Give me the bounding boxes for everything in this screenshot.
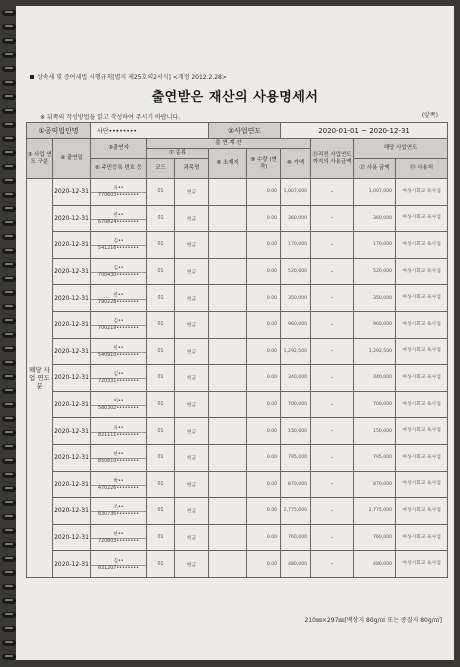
asset-value: 340,000 [281, 365, 311, 392]
binding-ring [2, 94, 16, 100]
asset-code: 01 [147, 258, 175, 285]
contribution-date: 2020-12-31 [53, 205, 91, 232]
binding-ring [2, 528, 16, 534]
binding-ring [2, 570, 16, 576]
used-amount: 360,000 [354, 205, 396, 232]
contributor-id: 700219•••••••• [98, 326, 139, 332]
asset-kind: 현금 [175, 471, 209, 498]
asset-code: 01 [147, 365, 175, 392]
asset-quantity: 0.00 [247, 524, 281, 551]
prior-used-amount: – [311, 205, 354, 232]
contributor-name: 박•• [91, 478, 146, 486]
contributor-cell [91, 258, 147, 285]
contributor-name: 유•• [91, 425, 146, 433]
col-prior-used-header: ⑪직전 사업연도 까지의 사용금액 [311, 139, 354, 179]
asset-quantity: 0.00 [247, 258, 281, 285]
document-title: 출연받은 재산의 사용명세서 [151, 90, 319, 105]
asset-quantity: 0.00 [247, 179, 281, 206]
binding-ring [2, 10, 16, 16]
col-quantity-header: ⑨ 수량 (면적) [247, 149, 281, 179]
asset-value: 760,000 [281, 524, 311, 551]
asset-quantity: 0.00 [247, 391, 281, 418]
contributor-id: 700430•••••••• [98, 273, 139, 279]
period-cell: 해당 사업 연도분 [27, 179, 53, 578]
contributor-name: 이•• [91, 398, 146, 406]
asset-kind: 현금 [175, 258, 209, 285]
contributor-name: 김•• [91, 318, 146, 326]
asset-kind: 현금 [175, 551, 209, 578]
asset-value: 480,000 [281, 551, 311, 578]
asset-value: 170,000 [281, 232, 311, 259]
binding-ring [2, 514, 16, 520]
asset-kind: 현금 [175, 391, 209, 418]
binding-ring [2, 584, 16, 590]
asset-location [209, 391, 247, 418]
asset-location [209, 258, 247, 285]
binding-ring [2, 38, 16, 44]
binding-ring [2, 220, 16, 226]
binding-ring [2, 276, 16, 282]
contribution-date: 2020-12-31 [53, 311, 91, 338]
use-place: 여성시회교 육사업 [396, 471, 448, 498]
use-place: 여성시회교 육사업 [396, 258, 448, 285]
contributor-id: 580302•••••••• [98, 406, 139, 412]
asset-quantity: 0.00 [247, 471, 281, 498]
binding-ring [2, 122, 16, 128]
contributor-name: 한•• [91, 451, 146, 459]
binding-ring [2, 150, 16, 156]
asset-value: 1,007,000 [281, 179, 311, 206]
prior-used-amount: – [311, 444, 354, 471]
asset-value: 870,000 [281, 471, 311, 498]
table-row [27, 205, 448, 232]
asset-quantity: 0.00 [247, 498, 281, 525]
used-amount: 350,000 [354, 285, 396, 312]
asset-kind: 현금 [175, 444, 209, 471]
use-place: 여성시회교 육사업 [396, 338, 448, 365]
table-row [27, 285, 448, 312]
fiscal-year-value: 2020-01-01 ~ 2020-12-31 [281, 123, 448, 139]
binding-ring [2, 472, 16, 478]
table-row [27, 338, 448, 365]
contributor-cell [91, 205, 147, 232]
asset-kind: 현금 [175, 205, 209, 232]
asset-code: 01 [147, 524, 175, 551]
prior-used-amount: – [311, 551, 354, 578]
asset-quantity: 0.00 [247, 338, 281, 365]
asset-kind: 현금 [175, 285, 209, 312]
contributor-id: 541216•••••••• [98, 246, 139, 252]
used-amount: 170,000 [354, 232, 396, 259]
contribution-date: 2020-12-31 [53, 258, 91, 285]
asset-location [209, 285, 247, 312]
used-amount: 2,775,000 [354, 498, 396, 525]
binding-ring [2, 486, 16, 492]
binding-ring [2, 178, 16, 184]
col-id-header: ⑥ 주민등록 번호 등 [91, 159, 147, 179]
asset-quantity: 0.00 [247, 285, 281, 312]
table-row [27, 498, 448, 525]
contribution-date: 2020-12-31 [53, 524, 91, 551]
prior-used-amount: – [311, 232, 354, 259]
use-place: 여성시회교 육사업 [396, 232, 448, 259]
binding-ring [2, 206, 16, 212]
binding-ring [2, 598, 16, 604]
binding-ring [2, 388, 16, 394]
asset-quantity: 0.00 [247, 232, 281, 259]
asset-value: 795,000 [281, 444, 311, 471]
use-place: 여성시회교 육사업 [396, 498, 448, 525]
use-place: 여성시회교 육사업 [396, 179, 448, 206]
prior-used-amount: – [311, 311, 354, 338]
contributor-id: 850810•••••••• [98, 459, 139, 465]
contributor-id: 770603•••••••• [98, 193, 139, 199]
asset-location [209, 338, 247, 365]
binding-ring [2, 612, 16, 618]
binding-ring [2, 654, 16, 660]
asset-location [209, 205, 247, 232]
contributor-id: 720803•••••••• [98, 539, 139, 545]
binding-ring [2, 234, 16, 240]
contribution-date: 2020-12-31 [53, 365, 91, 392]
paper-spec-footer: 210㎜×297㎜[백상지 80g/㎡ 또는 중질지 80g/㎡] [304, 617, 442, 624]
used-amount: 480,000 [354, 551, 396, 578]
contributor-cell [91, 232, 147, 259]
asset-code: 01 [147, 311, 175, 338]
bullet-square-icon [30, 75, 34, 79]
document-page [16, 6, 454, 660]
binding-ring [2, 444, 16, 450]
asset-kind: 현금 [175, 232, 209, 259]
contribution-date: 2020-12-31 [53, 338, 91, 365]
contributor-cell [91, 365, 147, 392]
instruction-note: ※ 뒤쪽의 작성방법을 읽고 작성하여 주시기 바랍니다. [40, 114, 181, 121]
asset-location [209, 365, 247, 392]
binding-ring [2, 318, 16, 324]
table-row [27, 524, 448, 551]
binding-ring [2, 108, 16, 114]
asset-code: 01 [147, 444, 175, 471]
asset-value: 960,000 [281, 311, 311, 338]
contribution-date: 2020-12-31 [53, 498, 91, 525]
contributor-cell [91, 179, 147, 206]
col-code-header: 코드 [147, 159, 175, 179]
binding-ring [2, 430, 16, 436]
asset-quantity: 0.00 [247, 551, 281, 578]
contributor-id: 720331•••••••• [98, 379, 139, 385]
binding-ring [2, 262, 16, 268]
col-period-header: ③ 사업 연도 구분 [27, 139, 53, 179]
contributor-name: 조•• [91, 504, 146, 512]
contribution-date: 2020-12-31 [53, 285, 91, 312]
contributor-cell [91, 338, 147, 365]
asset-code: 01 [147, 391, 175, 418]
col-date-header: ④ 출연일 [53, 139, 91, 179]
use-place: 여성시회교 육사업 [396, 418, 448, 445]
table-row [27, 311, 448, 338]
table-row [27, 365, 448, 392]
asset-location [209, 444, 247, 471]
prior-used-amount: – [311, 258, 354, 285]
asset-quantity: 0.00 [247, 205, 281, 232]
asset-code: 01 [147, 418, 175, 445]
binding-ring [2, 332, 16, 338]
contribution-date: 2020-12-31 [53, 179, 91, 206]
asset-quantity: 0.00 [247, 418, 281, 445]
asset-value: 520,000 [281, 258, 311, 285]
contributor-cell [91, 391, 147, 418]
asset-location [209, 551, 247, 578]
asset-code: 01 [147, 232, 175, 259]
asset-location [209, 498, 247, 525]
asset-quantity: 0.00 [247, 365, 281, 392]
contributor-name: 유•• [91, 185, 146, 193]
use-place: 여성시회교 육사업 [396, 365, 448, 392]
used-amount: 960,000 [354, 311, 396, 338]
use-place: 여성시회교 육사업 [396, 524, 448, 551]
contributor-name: 한•• [91, 292, 146, 300]
contributor-cell [91, 444, 147, 471]
prior-used-amount: – [311, 498, 354, 525]
usage-statement-table [26, 122, 448, 578]
asset-code: 01 [147, 471, 175, 498]
binding-ring [2, 416, 16, 422]
asset-location [209, 311, 247, 338]
asset-code: 01 [147, 338, 175, 365]
binding-ring [2, 360, 16, 366]
prior-used-amount: – [311, 179, 354, 206]
col-kind-name-header: 과목명 [175, 159, 209, 179]
used-amount: 520,000 [354, 258, 396, 285]
prior-used-amount: – [311, 285, 354, 312]
col-current-year-header: 해당 사업연도 [354, 139, 448, 159]
used-amount: 700,000 [354, 391, 396, 418]
asset-value: 2,775,000 [281, 498, 311, 525]
asset-kind: 현금 [175, 311, 209, 338]
asset-location [209, 232, 247, 259]
col-use-place-header: ⑬ 사용처 [396, 159, 448, 179]
page-side-label: (앞쪽) [421, 112, 438, 119]
binding-ring [2, 556, 16, 562]
contributor-cell [91, 285, 147, 312]
contribution-date: 2020-12-31 [53, 551, 91, 578]
contribution-date: 2020-12-31 [53, 444, 91, 471]
binding-ring [2, 304, 16, 310]
prior-used-amount: – [311, 471, 354, 498]
binding-ring [2, 626, 16, 632]
asset-location [209, 179, 247, 206]
prior-used-amount: – [311, 338, 354, 365]
contributor-name: 김•• [91, 265, 146, 273]
contribution-date: 2020-12-31 [53, 471, 91, 498]
prior-used-amount: – [311, 391, 354, 418]
asset-kind: 현금 [175, 524, 209, 551]
used-amount: 150,000 [354, 418, 396, 445]
use-place: 여성시회교 육사업 [396, 444, 448, 471]
used-amount: 1,292,500 [354, 338, 396, 365]
col-used-amount-header: ⑫ 사용 금액 [354, 159, 396, 179]
asset-value: 700,000 [281, 391, 311, 418]
form-table-wrap [26, 122, 448, 578]
form-reference-text: 상속세 및 증여세법 시행규칙[별지 제25호의2서식] <개정 2012.2.28> [37, 74, 227, 81]
table-row [27, 551, 448, 578]
binding-ring [2, 458, 16, 464]
asset-code: 01 [147, 285, 175, 312]
asset-code: 01 [147, 205, 175, 232]
use-place: 여성시회교 육사업 [396, 311, 448, 338]
corp-name-value: 사단•••••••• [91, 123, 209, 139]
binding-ring [2, 66, 16, 72]
contributor-name: 김•• [91, 558, 146, 566]
use-place: 여성시회교 육사업 [396, 285, 448, 312]
table-row [27, 471, 448, 498]
binding-ring [2, 374, 16, 380]
contributor-cell [91, 498, 147, 525]
binding-ring [2, 80, 16, 86]
contributor-cell [91, 418, 147, 445]
asset-kind: 현금 [175, 179, 209, 206]
table-row [27, 232, 448, 259]
asset-kind: 현금 [175, 418, 209, 445]
asset-value: 360,000 [281, 205, 311, 232]
corp-name-label: ①공익법인명 [27, 123, 91, 139]
contribution-date: 2020-12-31 [53, 418, 91, 445]
binding-ring [2, 24, 16, 30]
use-place: 여성시회교 육사업 [396, 551, 448, 578]
contributor-cell [91, 471, 147, 498]
contributor-name: 김•• [91, 238, 146, 246]
form-reference [30, 72, 227, 81]
prior-used-amount: – [311, 524, 354, 551]
contributor-cell [91, 551, 147, 578]
table-row [27, 258, 448, 285]
binding-ring [2, 290, 16, 296]
contributor-id: 821111•••••••• [98, 432, 139, 438]
asset-value: 350,000 [281, 285, 311, 312]
use-place: 여성시회교 육사업 [396, 205, 448, 232]
contributor-id: 540910•••••••• [98, 352, 139, 358]
asset-code: 01 [147, 179, 175, 206]
col-kind-header: ⑦ 종류 [147, 149, 209, 159]
asset-kind: 현금 [175, 498, 209, 525]
contributor-cell [91, 524, 147, 551]
binding-ring [2, 136, 16, 142]
contribution-date: 2020-12-31 [53, 391, 91, 418]
asset-quantity: 0.00 [247, 444, 281, 471]
asset-value: 150,000 [281, 418, 311, 445]
asset-quantity: 0.00 [247, 311, 281, 338]
asset-code: 01 [147, 551, 175, 578]
binding-ring [2, 542, 16, 548]
binding-ring [2, 402, 16, 408]
contributor-id: 470226•••••••• [98, 485, 139, 491]
asset-kind: 현금 [175, 338, 209, 365]
binding-ring [2, 164, 16, 170]
col-asset-header: 출 연 재 산 [147, 139, 311, 149]
contributor-id: 670824•••••••• [98, 219, 139, 225]
prior-used-amount: – [311, 418, 354, 445]
table-row [27, 391, 448, 418]
contributor-name: 김•• [91, 371, 146, 379]
contributor-name: 한•• [91, 531, 146, 539]
contributor-name: 한•• [91, 212, 146, 220]
asset-code: 01 [147, 498, 175, 525]
col-location-header: ⑧ 소재지 [209, 149, 247, 179]
contributor-name: 한•• [91, 345, 146, 353]
asset-location [209, 418, 247, 445]
table-row [27, 444, 448, 471]
used-amount: 760,000 [354, 524, 396, 551]
used-amount: 340,000 [354, 365, 396, 392]
contributor-id: 790228•••••••• [98, 299, 139, 305]
contribution-date: 2020-12-31 [53, 232, 91, 259]
contributor-id: 630736•••••••• [98, 512, 139, 518]
table-row [27, 418, 448, 445]
asset-location [209, 524, 247, 551]
asset-value: 1,292,500 [281, 338, 311, 365]
used-amount: 795,000 [354, 444, 396, 471]
fiscal-year-label: ②사업연도 [209, 123, 281, 139]
binding-ring [2, 52, 16, 58]
binding-ring [2, 346, 16, 352]
use-place: 여성시회교 육사업 [396, 391, 448, 418]
contributor-cell [91, 311, 147, 338]
binding-ring [2, 192, 16, 198]
asset-location [209, 471, 247, 498]
prior-used-amount: – [311, 365, 354, 392]
col-contributor-header: ⑤출연자 [91, 139, 147, 159]
used-amount: 870,000 [354, 471, 396, 498]
asset-kind: 현금 [175, 365, 209, 392]
col-value-header: ⑩ 가액 [281, 149, 311, 179]
table-row [27, 179, 448, 206]
binding-ring [2, 640, 16, 646]
binding-ring [2, 248, 16, 254]
binding-ring [2, 500, 16, 506]
used-amount: 1,007,000 [354, 179, 396, 206]
contributor-id: 631207•••••••• [98, 565, 139, 571]
